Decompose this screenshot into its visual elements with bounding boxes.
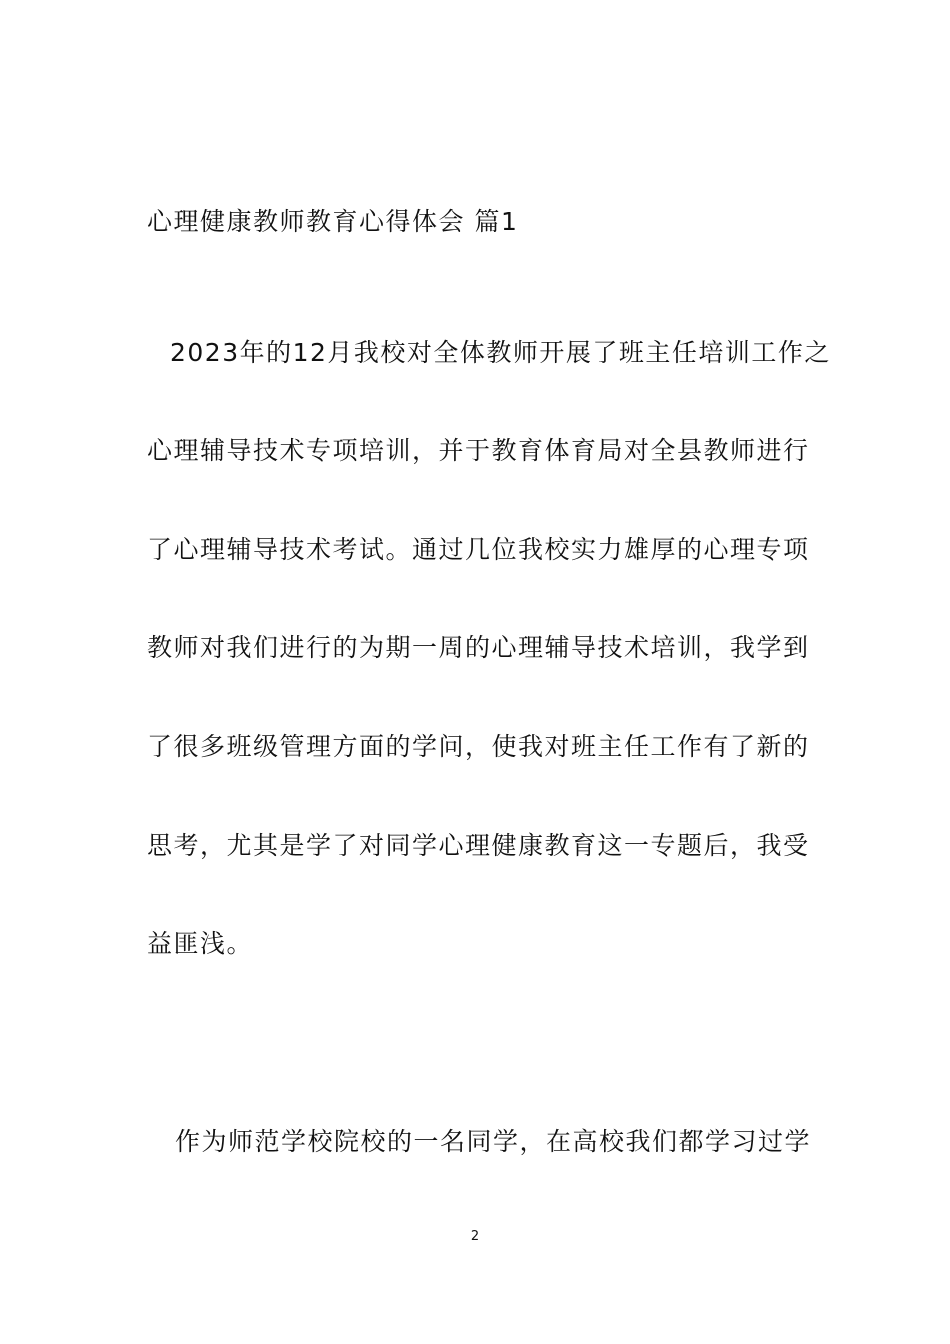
paragraph-line: 教师对我们进行的为期一周的心理辅导技术培训，我学到 bbox=[147, 633, 810, 662]
paragraph-line: 心理辅导技术专项培训，并于教育体育局对全县教师进行 bbox=[147, 436, 810, 465]
page-number: 2 bbox=[470, 1229, 480, 1244]
paragraph-line: 作为师范学校院校的一名同学，在高校我们都学习过学 bbox=[175, 1127, 812, 1156]
paragraph-line: 了很多班级管理方面的学问，使我对班主任工作有了新的 bbox=[147, 732, 810, 761]
paragraph-line: 思考，尤其是学了对同学心理健康教育这一专题后，我受 bbox=[147, 831, 810, 860]
paragraph-line: 了心理辅导技术考试。通过几位我校实力雄厚的心理专项 bbox=[147, 535, 810, 564]
paragraph-line: 2023年的12月我校对全体教师开展了班主任培训工作之 bbox=[170, 338, 831, 367]
document-title: 心理健康教师教育心得体会 篇1 bbox=[147, 207, 519, 236]
paragraph-line: 益匪浅。 bbox=[147, 929, 254, 958]
